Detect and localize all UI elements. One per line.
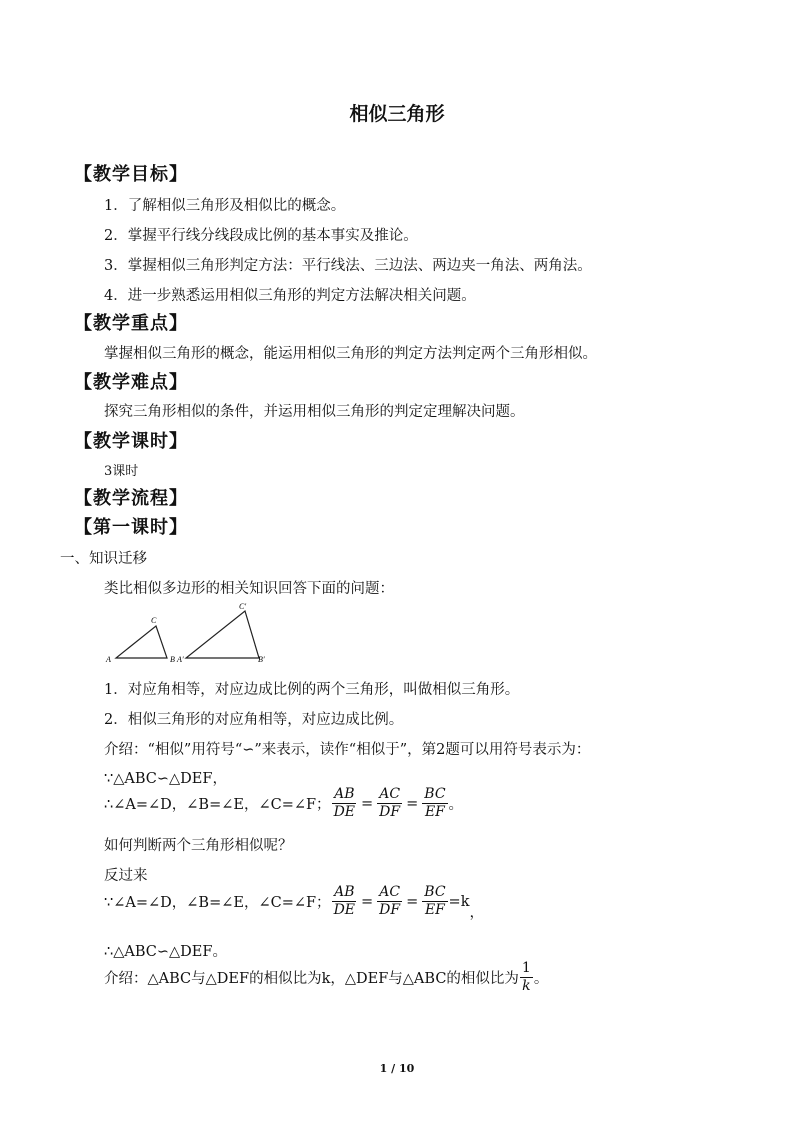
label-c-prime: C′ <box>239 602 247 611</box>
ratio-line <box>104 960 548 995</box>
goal-item: 4．进一步熟悉运用相似三角形的判定方法解决相关问题。 <box>104 288 476 304</box>
fraction-bc-ef: $\frac{BC}{EF}$ <box>424 884 446 918</box>
fraction-1-k: $\frac{1}{k}$ <box>521 960 531 994</box>
angle-equalities: ∴∠A=∠D，∠B=∠E，∠C=∠F； <box>104 797 331 813</box>
section-intro: 类比相似多边形的相关知识回答下面的问题： <box>104 581 394 597</box>
because-line-1: ∵△ABC∽△DEF， <box>104 771 227 787</box>
reverse-text: 反过来 <box>104 868 148 884</box>
triangle-abc-prime <box>186 611 259 658</box>
page-number: 1 / 10 <box>379 1062 415 1075</box>
label-a: A <box>106 655 111 664</box>
therefore-line-2: ∴△ABC∽△DEF。 <box>104 944 227 960</box>
period: 。 <box>533 971 549 987</box>
heading-goals: 【教学目标】 <box>74 164 188 185</box>
section-title: 一、知识迁移 <box>60 551 147 567</box>
goal-item: 2．掌握平行线分线段成比例的基本事实及推论。 <box>104 228 418 244</box>
question-text: 如何判断两个三角形相似呢？ <box>104 838 293 854</box>
fraction-ac-df: $\frac{AC}{DF}$ <box>379 786 401 820</box>
k-value: =k <box>448 893 470 910</box>
heading-keypoints: 【教学重点】 <box>74 313 188 334</box>
answer-1: 1．对应角相等，对应边成比例的两个三角形，叫做相似三角形。 <box>104 682 520 698</box>
fraction-ab-de: $\frac{AB}{DE}$ <box>333 884 356 918</box>
heading-hours: 【教学课时】 <box>74 431 188 452</box>
label-a-prime: A′ <box>177 655 184 664</box>
similar-triangles-figure <box>100 600 280 672</box>
angle-equalities-2: ∵∠A=∠D，∠B=∠E，∠C=∠F； <box>104 895 331 911</box>
goal-item: 1．了解相似三角形及相似比的概念。 <box>104 198 346 214</box>
ratio-text: 介绍：△ABC与△DEF的相似比为k，△DEF与△ABC的相似比为 <box>104 971 519 987</box>
keypoints-text: 掌握相似三角形的概念，能运用相似三角形的判定方法判定两个三角形相似。 <box>104 346 597 362</box>
fraction-bc-ef: $\frac{BC}{EF}$ <box>424 786 446 820</box>
triangle-abc <box>116 626 167 658</box>
difficulties-text: 探究三角形相似的条件，并运用相似三角形的判定定理解决问题。 <box>104 404 525 420</box>
period: 。 <box>448 797 464 813</box>
page-title: 相似三角形 <box>349 103 445 125</box>
symbol-intro: 介绍：“相似”用符号“∽”来表示，读作“相似于”，第2题可以用符号表示为： <box>104 742 591 758</box>
label-c: C <box>151 616 157 625</box>
fraction-ac-df: $\frac{AC}{DF}$ <box>379 884 401 918</box>
label-b-prime: B′ <box>258 655 265 664</box>
comma: ， <box>469 905 484 921</box>
heading-process: 【教学流程】 <box>74 488 188 509</box>
heading-difficulties: 【教学难点】 <box>74 372 188 393</box>
therefore-line-1: ∴∠A=∠D，∠B=∠E，∠C=∠F； $\frac{AB}{DE}$ = $\frac{AC}{DF}$ = $\frac{BC}{EF}$ 。 <box>104 786 464 820</box>
because-line-2: ∵∠A=∠D，∠B=∠E，∠C=∠F； $\frac{AB}{DE}$ = $\frac{AC}{DF}$ = $\frac{BC}{EF}$ =k ， <box>104 884 484 921</box>
label-b: B <box>170 655 175 664</box>
fraction-ab-de: $\frac{AB}{DE}$ <box>333 786 356 820</box>
goal-item: 3．掌握相似三角形判定方法：平行线法、三边法、两边夹一角法、两角法。 <box>104 258 592 274</box>
hours-text: 3课时 <box>104 464 139 479</box>
answer-2: 2．相似三角形的对应角相等，对应边成比例。 <box>104 712 404 728</box>
heading-first-lesson: 【第一课时】 <box>74 517 188 538</box>
